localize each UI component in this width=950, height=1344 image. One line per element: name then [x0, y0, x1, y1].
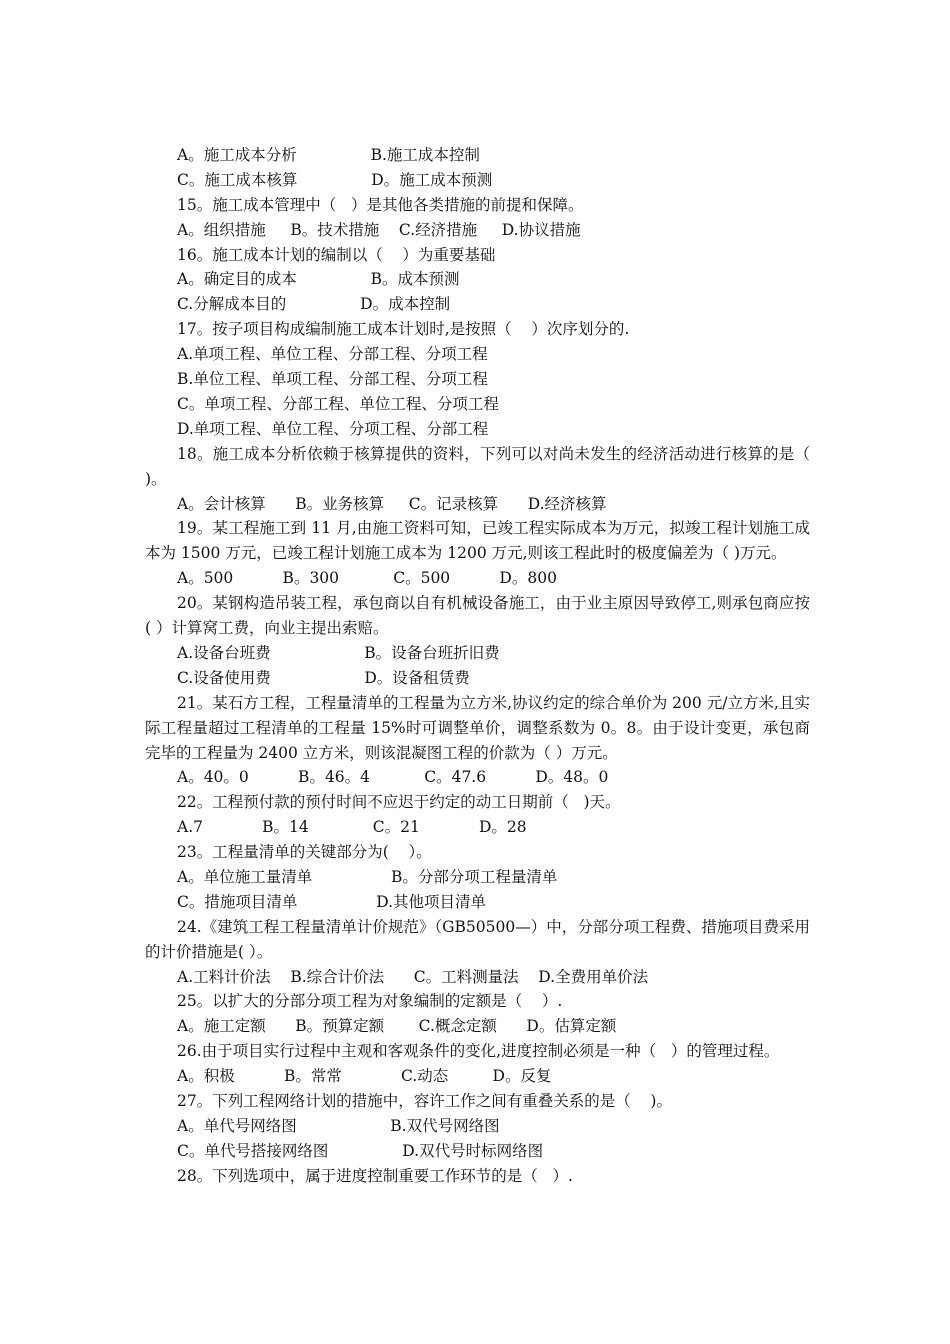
text-line: A.7 B。14 C。21 D。28 — [177, 818, 527, 837]
document-body — [145, 143, 810, 1189]
text-line: C.设备使用费 D。设备租赁费 — [177, 668, 470, 687]
text-line: 20。某钢构造吊装工程，承包商以自有机械设备施工，由于业主原因导致停工,则承包商应按( ）计算窝工费，向业主提出索赔。 — [145, 594, 810, 637]
text-line: 26.由于项目实行过程中主观和客观条件的变化,进度控制必须是一种（ ）的管理过程。 — [177, 1042, 780, 1061]
text-line: A。500 B。300 C。500 D。800 — [177, 569, 557, 588]
text-line: A。单代号网络图 B.双代号网络图 — [177, 1116, 500, 1135]
text-line: A.单项工程、单位工程、分部工程、分项工程 — [177, 345, 488, 364]
text-line: 22。工程预付款的预付时间不应迟于约定的动工日期前（ )天。 — [177, 793, 621, 812]
text-line: C。单代号搭接网络图 D.双代号时标网络图 — [177, 1141, 544, 1160]
text-line: B.单位工程、单项工程、分部工程、分项工程 — [177, 370, 488, 389]
text-line: 18。施工成本分析依赖于核算提供的资料，下列可以对尚未发生的经济活动进行核算的是（ )。 — [145, 444, 810, 488]
text-line: A。40。0 B。46。4 C。47.6 D。48。0 — [177, 768, 609, 787]
text-line: A。积极 B。常常 C.动态 D。反复 — [177, 1067, 552, 1086]
text-line: A。单位施工量清单 B。分部分项工程量清单 — [177, 867, 558, 886]
text-line: 24.《建筑工程工程量清单计价规范》（GB50500—）中，分部分项工程费、措施项目费采用的计价措施是( ）。 — [145, 917, 810, 961]
text-line: 28。下列选项中，属于进度控制重要工作环节的是（ ）. — [177, 1166, 573, 1185]
text-line: 25。以扩大的分部分项工程为对象编制的定额是（ ）. — [177, 992, 563, 1011]
text-line: A。确定目的成本 B。成本预测 — [177, 270, 460, 289]
text-line: A.设备台班费 B。设备台班折旧费 — [177, 643, 500, 662]
text-line: A.工料计价法 B.综合计价法 C。工料测量法 D.全费用单价法 — [177, 967, 649, 986]
text-line: A。组织措施 B。技术措施 C.经济措施 D.协议措施 — [177, 220, 581, 239]
text-line: A。施工成本分析 B.施工成本控制 — [177, 146, 480, 164]
text-line: 21。某石方工程，工程量清单的工程量为立方米,协议约定的综合单价为 200 元/立方米,且实际工程量超过工程清单的工程量 15%时可调整单价，调整系数为 0。8。由于设计变更，承包商完毕的工程量为 2400 立方米，则该混凝图工程的价款为（ ）万元。 — [145, 693, 810, 762]
text-line: 27。下列工程网络计划的措施中，容许工作之间有重叠关系的是（ )。 — [177, 1092, 672, 1111]
text-line: D.单项工程、单位工程、分项工程、分部工程 — [177, 419, 489, 438]
text-line: 19。某工程施工到 11 月,由施工资料可知，已竣工程实际成本为万元，拟竣工程计划施工成本为 1500 万元，已竣工程计划施工成本为 1200 万元,则该工程此时的极度偏差为（ )万元。 — [145, 519, 810, 563]
text-line: 17。按子项目构成编制施工成本计划时,是按照（ ）次序划分的. — [177, 320, 630, 339]
text-line: C。措施项目清单 D.其他项目清单 — [177, 892, 486, 911]
text-line: C。施工成本核算 D。施工成本预测 — [177, 170, 493, 189]
text-line: A。会计核算 B。业务核算 C。记录核算 D.经济核算 — [177, 494, 607, 513]
text-line: A。施工定额 B。预算定额 C.概念定额 D。估算定额 — [177, 1017, 617, 1036]
text-line: C。单项工程、分部工程、单位工程、分项工程 — [177, 394, 499, 413]
text-line: C.分解成本目的 D。成本控制 — [177, 295, 451, 314]
text-line: 15。施工成本管理中（ ）是其他各类措施的前提和保障。 — [177, 195, 584, 214]
text-line: 23。工程量清单的关键部分为( ）。 — [177, 843, 432, 862]
text-line: 16。施工成本计划的编制以（ ）为重要基础 — [177, 245, 496, 264]
